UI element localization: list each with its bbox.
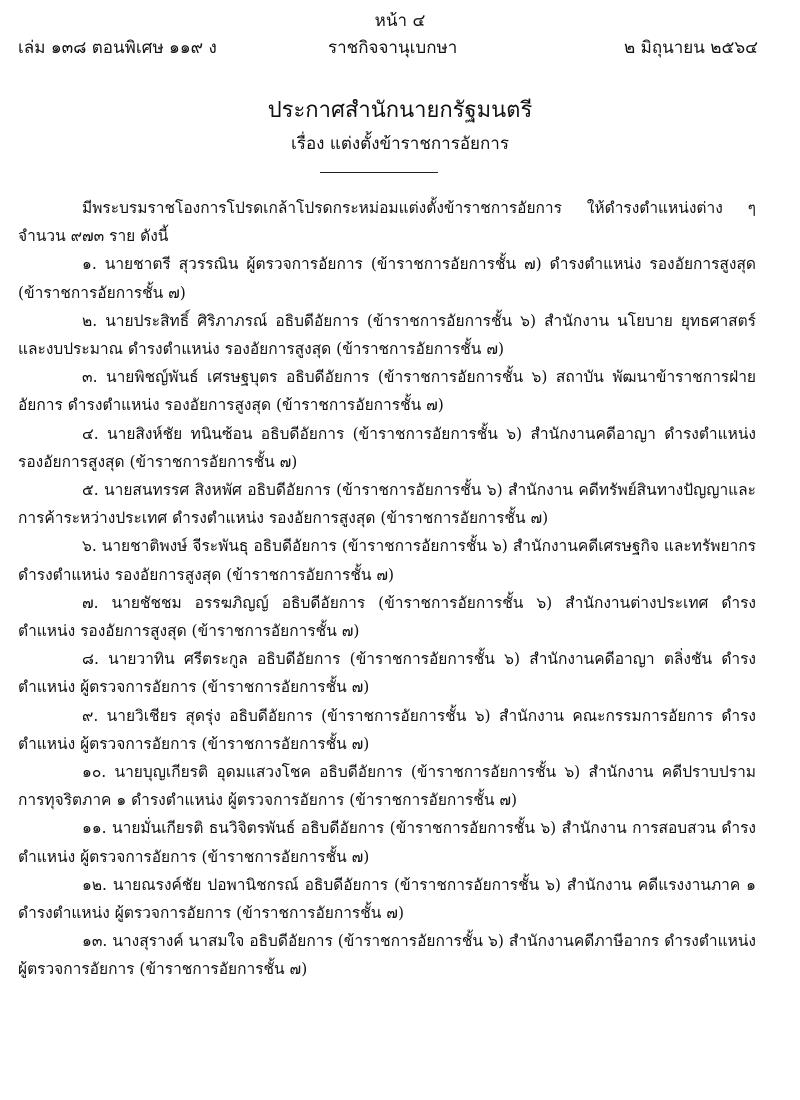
list-item: ๑๑. นายมั่นเกียรติ ธนวิจิตรพันธ์ อธิบดีอัยการ (ข้าราชการอัยการชั้น ๖) สำนักงาน การสอบสวน ดำรงตำแหน่ง ผู้ตรวจการอัยการ (ข้าราชการอัยการชั้น ๗) <box>18 819 756 866</box>
volume-issue: เล่ม ๑๓๘ ตอนพิเศษ ๑๑๙ ง <box>18 38 217 58</box>
document-subject: เรื่อง แต่งตั้งข้าราชการอัยการ <box>291 134 509 154</box>
list-item: ๕. นายสนทรรศ สิงหพัศ อธิบดีอัยการ (ข้าราชการอัยการชั้น ๖) สำนักงาน คดีทรัพย์สินทางปัญญาและการค้าระหว่างประเทศ ดำรงตำแหน่ง รองอัยการสูงสุด (ข้าราชการอัยการชั้น ๗) <box>18 481 756 528</box>
gazette-header <box>18 36 758 60</box>
list-item: ๖. นายชาติพงษ์ จีระพันธุ อธิบดีอัยการ (ข้าราชการอัยการชั้น ๖) สำนักงานคดีเศรษฐกิจ และทรัพยากร ดำรงตำแหน่ง รองอัยการสูงสุด (ข้าราชการอัยการชั้น ๗) <box>18 537 756 584</box>
list-item: ๔. นายสิงห์ชัย ทนินซ้อน อธิบดีอัยการ (ข้าราชการอัยการชั้น ๖) สำนักงานคดีอาญา ดำรงตำแหน่ง รองอัยการสูงสุด (ข้าราชการอัยการชั้น ๗) <box>18 424 756 471</box>
list-item: ๑. นายชาตรี สุวรรณิน ผู้ตรวจการอัยการ (ข้าราชการอัยการชั้น ๗) ดำรงตำแหน่ง รองอัยการสูงสุด (ข้าราชการอัยการชั้น ๗) <box>18 255 756 302</box>
document-body <box>18 194 756 984</box>
intro-paragraph: มีพระบรมราชโองการโปรดเกล้าโปรดกระหม่อมแต่งตั้งข้าราชการอัยการ ให้ดำรงตำแหน่งต่าง ๆ จำนวน ๙๗๓ ราย ดังนี้ <box>18 199 756 246</box>
document-title: ประกาศสำนักนายกรัฐมนตรี <box>267 98 533 123</box>
publication-date: ๒ มิถุนายน ๒๕๖๔ <box>624 38 758 58</box>
list-item: ๒. นายประสิทธิ์ ศิริภาภรณ์ อธิบดีอัยการ (ข้าราชการอัยการชั้น ๖) สำนักงาน นโยบาย ยุทธศาสตร์ และงบประมาณ ดำรงตำแหน่ง รองอัยการสูงสุด (ข้าราชการอัยการชั้น ๗) <box>18 311 756 359</box>
list-item: ๓. นายพิชญ์พันธ์ เศรษฐบุตร อธิบดีอัยการ (ข้าราชการอัยการชั้น ๖) สถาบัน พัฒนาข้าราชการฝ่ายอัยการ ดำรงตำแหน่ง รองอัยการสูงสุด (ข้าราชการอัยการชั้น ๗) <box>18 368 756 415</box>
page-number: หน้า ๔ <box>374 11 426 31</box>
list-item: ๗. นายชัชชม อรรฆภิญญ์ อธิบดีอัยการ (ข้าราชการอัยการชั้น ๖) สำนักงานต่างประเทศ ดำรงตำแหน่ง รองอัยการสูงสุด (ข้าราชการอัยการชั้น ๗) <box>18 593 756 641</box>
title-divider <box>320 172 438 173</box>
gazette-name: ราชกิจจานุเบกษา <box>328 38 458 58</box>
list-item: ๑๓. นางสุรางค์ นาสมใจ อธิบดีอัยการ (ข้าราชการอัยการชั้น ๖) สำนักงานคดีภาษีอากร ดำรงตำแหน่ง ผู้ตรวจการอัยการ (ข้าราชการอัยการชั้น ๗) <box>18 932 756 979</box>
list-item: ๘. นายวาทิน ศรีตระกูล อธิบดีอัยการ (ข้าราชการอัยการชั้น ๖) สำนักงานคดีอาญา ตลิ่งชัน ดำรงตำแหน่ง ผู้ตรวจการอัยการ (ข้าราชการอัยการชั้น ๗) <box>18 650 756 697</box>
list-item: ๑๒. นายณรงค์ชัย ปอพานิชกรณ์ อธิบดีอัยการ (ข้าราชการอัยการชั้น ๖) สำนักงาน คดีแรงงานภาค ๑ ดำรงตำแหน่ง ผู้ตรวจการอัยการ (ข้าราชการอัยการชั้น ๗) <box>18 875 756 923</box>
list-item: ๙. นายวิเชียร สุดรุ่ง อธิบดีอัยการ (ข้าราชการอัยการชั้น ๖) สำนักงาน คณะกรรมการอัยการ ดำรงตำแหน่ง ผู้ตรวจการอัยการ (ข้าราชการอัยการชั้น ๗) <box>18 706 756 753</box>
list-item: ๑๐. นายบุญเกียรติ อุดมแสวงโชค อธิบดีอัยการ (ข้าราชการอัยการชั้น ๖) สำนักงาน คดีปราบปรามการทุจริตภาค ๑ ดำรงตำแหน่ง ผู้ตรวจการอัยการ (ข้าราชการอัยการชั้น ๗) <box>18 763 756 810</box>
